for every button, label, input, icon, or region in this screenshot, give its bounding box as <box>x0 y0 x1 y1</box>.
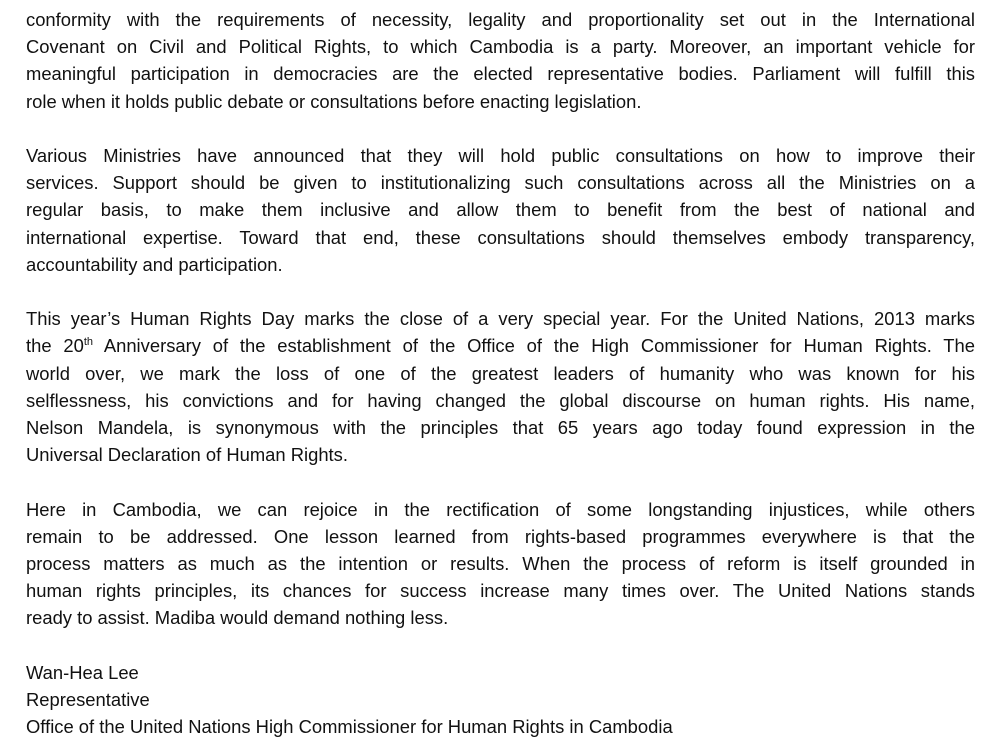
paragraph-line: services. Support should be given to institutionalizing such consultations across all the Ministries on a <box>26 172 975 194</box>
line-text-after-superscript: Anniversary of the establishment of the Office of the High Commissioner for Human Rights. The <box>93 335 975 357</box>
paragraph-line: conformity with the requirements of necessity, legality and proportionality set out in the International <box>26 9 975 30</box>
paragraph-line: Various Ministries have announced that they will hold public consultations on how to improve their <box>26 145 975 166</box>
paragraph-line: Universal Declaration of Human Rights. <box>26 444 348 466</box>
paragraph-line: This year’s Human Rights Day marks the close of a very special year. For the United Nations, 2013 marks <box>26 308 975 330</box>
paragraph-1 <box>26 6 975 115</box>
paragraph-3 <box>26 305 975 468</box>
ordinal-superscript: th <box>83 336 94 349</box>
paragraph-line: Nelson Mandela, is synonymous with the principles that 65 years ago today found expression in the <box>26 417 975 439</box>
paragraph-2 <box>26 142 975 278</box>
paragraph-line-with-superscript <box>26 332 975 359</box>
signatory-name: Wan-Hea Lee <box>26 661 139 683</box>
paragraph-line: international expertise. Toward that end, these consultations should themselves embody transparency, <box>26 226 975 248</box>
paragraph-line: world over, we mark the loss of one of the greatest leaders of humanity who was known for his <box>26 362 975 384</box>
paragraph-line: remain to be addressed. One lesson learned from rights-based programmes everywhere is that the <box>26 525 975 547</box>
paragraph-line: regular basis, to make them inclusive and allow them to benefit from the best of national and <box>26 199 975 221</box>
paragraph-line: ready to assist. Madiba would demand nothing less. <box>26 607 449 629</box>
paragraph-line: human rights principles, its chances for success increase many times over. The United Nations stands <box>26 580 975 602</box>
signatory-office: Office of the United Nations High Commissioner for Human Rights in Cambodia <box>26 716 673 738</box>
signatory-title: Representative <box>26 689 150 711</box>
paragraph-line: Covenant on Civil and Political Rights, to which Cambodia is a party. Moreover, an important vehicle for <box>26 36 975 58</box>
paragraph-line: role when it holds public debate or consultations before enacting legislation. <box>26 90 642 112</box>
document-page <box>26 6 975 740</box>
paragraph-4 <box>26 496 975 632</box>
signature-block <box>26 659 975 741</box>
paragraph-line: Here in Cambodia, we can rejoice in the rectification of some longstanding injustices, while others <box>26 498 975 520</box>
line-text-before-superscript: the 20 <box>26 335 84 357</box>
paragraph-line: meaningful participation in democracies are the elected representative bodies. Parliament will fulfill this <box>26 63 975 85</box>
paragraph-line: process matters as much as the intention or results. When the process of reform is itself grounded in <box>26 553 975 575</box>
paragraph-line: accountability and participation. <box>26 253 283 275</box>
paragraph-line: selflessness, his convictions and for having changed the global discourse on human rights. His name, <box>26 389 975 411</box>
